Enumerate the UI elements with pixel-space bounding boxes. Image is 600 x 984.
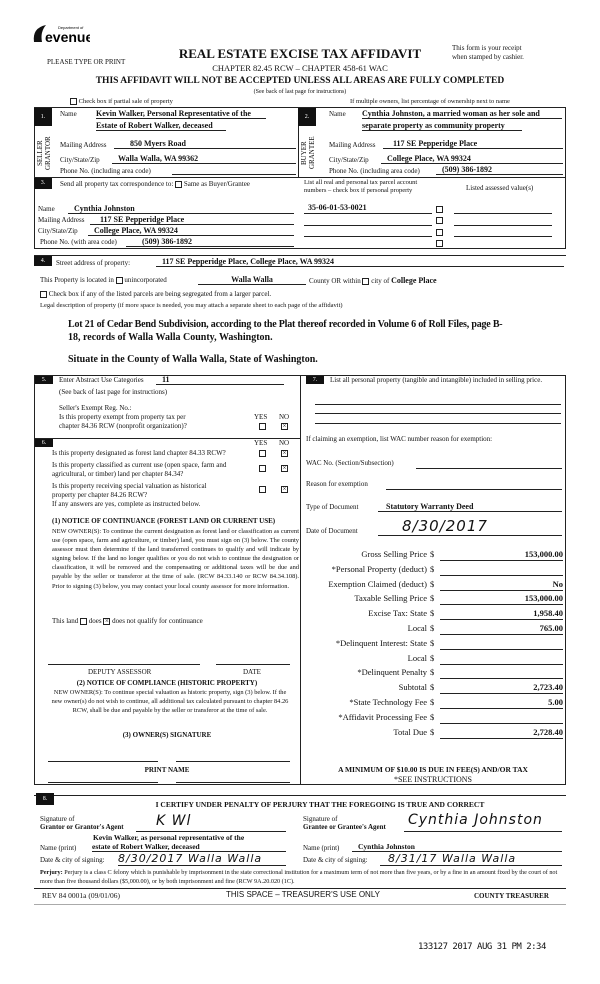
qualify-line [52,617,203,625]
tax-row-value[interactable] [440,712,563,724]
personal-property-checkbox[interactable] [436,206,443,213]
grantor-date-city[interactable]: 8/30/2017 Walla Walla [118,853,286,866]
treasurer-stamp: 133127 2017 AUG 31 PM 2:34 [418,942,546,952]
section-number-7: 7. [306,376,324,384]
assessed-value[interactable] [454,203,552,214]
notice-continuance-text: NEW OWNER(S): To continue the current designation as forest land or classification as current use (open space, farm and agriculture, or timber) land, you must sign on (3) below. The county assessor must then determine if the land transferred continues to qualify and will indicate by signing below. If the land no longer qualifies or you do not wish to continue the designation or classification, it will be removed and the compensating or additional taxes will be due and payable by the seller or transferor at the time of sale. (RCW 84.33.140 or RCW 84.34.108). Prior to signing (3) below, you may contact your local county assessor for more information. [52,528,299,590]
tax-row-value[interactable]: 1,958.40 [440,608,563,620]
assessed-value[interactable] [454,215,552,226]
tax-row-label: *Delinquent Interest: State [335,637,427,648]
form-revision: REV 84 0001a (09/01/06) [42,891,120,900]
tax-row-value[interactable] [440,667,563,679]
currency-sign: $ [430,563,435,574]
tax-row-value[interactable]: 2,728.40 [440,727,563,739]
personal-property-checkbox[interactable] [436,217,443,224]
doc-date[interactable]: 8/30/2017 [378,517,562,536]
tax-row-value[interactable]: 153,000.00 [440,593,563,605]
currency-sign: $ [430,608,435,619]
corr-mail[interactable]: 117 SE Pepperidge Place [90,215,294,225]
chapter: CHAPTER 82.45 RCW – CHAPTER 458-61 WAC [212,63,388,73]
unincorporated-label: unincorporated [124,276,167,284]
section-number-4: 4. [34,256,52,266]
currency-sign: $ [430,549,435,559]
seller-name[interactable]: Kevin Walker, Personal Representative of the [96,109,266,119]
county-or [309,276,437,285]
personal-property-checkbox[interactable] [436,229,443,236]
print-name-line-1[interactable] [48,782,158,783]
tax-row-value[interactable]: 5.00 [440,697,563,709]
buyer-mail[interactable]: 117 SE Pepperidge Place [383,139,563,149]
tax-row-label: *Affidavit Processing Fee [338,711,427,722]
tax-row-value[interactable]: 765.00 [440,623,563,635]
tax-row-label: Taxable Selling Price [354,593,427,604]
buyer-grantee-label: BUYER GRANTEE [300,136,316,170]
perjury-label: Perjury: [40,869,63,876]
reason-input[interactable] [386,480,562,490]
seller-city[interactable]: Walla Walla, WA 99362 [112,154,296,164]
tax-row [300,727,565,741]
currency-sign: $ [430,652,435,663]
no-header: NO [279,413,290,421]
tax-row [300,623,565,637]
city-name: College Place [391,276,437,285]
see-instructions: *SEE INSTRUCTIONS [393,775,472,784]
assessor-sign-line[interactable] [48,664,200,665]
notice-continuance-title: (1) NOTICE OF CONTINUANCE (FOREST LAND OR CURRENT USE) [52,517,276,525]
currency-sign: $ [430,578,435,589]
grantor-agent-label: Grantor or Grantor's Agent [40,823,124,831]
send-label: Send all property tax correspondence to: [60,180,174,188]
grantor-print-name: Kevin Walker, as personal representative of the [93,833,245,842]
county[interactable]: Walla Walla [198,275,306,285]
buyer-name[interactable]: Cynthia Johnston, a married woman as her sole and [362,109,562,119]
tax-row-value[interactable]: 153,000.00 [440,549,563,561]
grantee-date-city-label: Date & city of signing: [303,856,368,864]
minimum-due: A MINIMUM OF $10.00 IS DUE IN FEE(S) AND/OR TAX [338,765,528,774]
yes-header: YES [254,413,268,421]
buyer-name-2[interactable]: separate property as community property [362,121,522,131]
seller-grantor-label: SELLER GRANTOR [36,136,52,170]
this-land-label: This land [52,617,79,625]
buyer-mail-label: Mailing Address [329,141,376,149]
corr-mail-label: Mailing Address [38,216,85,224]
tax-row-label: Gross Selling Price [361,549,427,559]
current-use-yes-checkbox[interactable] [259,465,266,472]
grantee-signature[interactable]: Cynthia Johnston [404,810,562,832]
parcel-number[interactable] [304,238,432,249]
does-checkbox[interactable] [80,618,87,625]
buyer-city-label: City/State/Zip [329,156,369,164]
located-label: This Property is located in [40,276,114,284]
tax-row [300,564,565,578]
parcel-number[interactable] [304,215,432,226]
perjury-notice [40,869,565,886]
q-current-use: Is this property classified as current use (open space, farm and [52,461,227,469]
corr-city[interactable]: College Place, WA 99324 [88,226,294,236]
tax-row-label: Exemption Claimed (deduct) [328,578,427,589]
grantor-name-print-label: Name (print) [40,844,77,852]
tax-row-label: *Personal Property (deduct) [331,563,427,574]
grantee-date-city[interactable]: 8/31/17 Walla Walla [380,853,562,866]
assessed-head: Listed assessed value(s) [466,184,534,192]
wac-input[interactable] [416,459,562,469]
print-name-label: PRINT NAME [144,766,190,774]
nonprofit-yes-checkbox[interactable] [259,423,266,430]
current-use-no-checkbox[interactable]: × [282,463,287,472]
corr-phone[interactable]: (509) 386-1892 [126,237,294,247]
seller-phone-label: Phone No. (including area code) [60,167,151,175]
see-back: (See back of last page for instructions) [253,89,347,95]
nonprofit-no-checkbox[interactable]: × [282,421,287,430]
county-treasurer: COUNTY TREASURER [474,892,549,900]
currency-sign: $ [430,593,435,604]
multiple-owners: If multiple owners, list percentage of ownership next to name [350,98,510,105]
personal-property-label: List all personal property (tangible and intangible) included in selling price. [330,376,543,384]
corr-name[interactable]: Cynthia Johnston [68,204,294,214]
buyer-phone-label: Phone No. (including area code) [329,167,420,175]
grantee-agent-label: Grantee or Grantee's Agent [303,823,386,831]
section-number-2: 2. [298,108,316,126]
revenue-logo [30,20,90,48]
currency-sign: $ [430,697,435,707]
section-number-1: 1. [34,108,52,126]
grantee-name-print-label: Name (print) [303,844,340,852]
grantor-sig-label: Signature of [40,815,75,823]
please-type: PLEASE TYPE OR PRINT [47,58,126,66]
tax-row [300,667,565,681]
segregated-checkbox[interactable] [40,291,47,298]
owner-signature-title: (3) OWNER(S) SIGNATURE [122,731,212,739]
seller-mail[interactable]: 850 Myers Road [114,139,296,149]
wac-label: WAC No. (Section/Subsection) [306,459,394,467]
seller-name-2[interactable]: Estate of Robert Walker, deceased [96,121,226,131]
currency-sign: $ [430,667,435,678]
currency-sign: $ [430,623,435,633]
section-number-5: 5. [35,376,53,384]
tax-row-label: Subtotal [398,682,427,693]
legal-description: Lot 21 of Cedar Bend Subdivision, according to the Plat thereof recorded in Volume 6 of Roll Files, page B- [68,319,503,330]
tax-row-label: *State Technology Fee [349,697,427,707]
yes-header-6: YES [254,439,268,447]
tax-row [300,608,565,622]
personal-property-checkbox[interactable] [436,240,443,247]
same-as-buyer-label: Same as Buyer/Grantee [183,180,250,188]
doc-date-label: Date of Document [306,527,358,535]
corr-phone-label: Phone No. (with area code) [40,238,117,246]
grantor-date-city-label: Date & city of signing: [40,856,105,864]
forest-no-checkbox[interactable]: × [282,448,287,457]
tax-row [300,638,565,652]
owner-sign-line-1[interactable] [48,761,158,762]
forest-yes-checkbox[interactable] [259,450,266,457]
city-of-label: city of [371,277,390,285]
tax-row [300,682,565,696]
section-number-8: 8. [36,793,54,805]
receipt-note: This form is your receipt [452,44,522,52]
currency-sign: $ [430,711,435,722]
section-number-3: 3. [34,178,52,189]
segregated [40,290,271,298]
seller-city-label: City/State/Zip [60,156,100,164]
seller-phone[interactable] [172,166,296,175]
q-current-use-2: agricultural, or timber) land per chapter 84.34? [52,470,184,478]
tax-row [300,549,565,563]
buyer-city[interactable]: College Place, WA 99324 [381,154,563,164]
buyer-phone[interactable]: (509) 386-1892 [436,165,563,175]
county-or-label: County OR within [309,277,361,285]
historic-yes-checkbox[interactable] [259,486,266,493]
abstract-category[interactable]: 11 [156,375,284,385]
currency-sign: $ [430,726,435,737]
tax-row [300,579,565,593]
tax-row-label: *Delinquent Penalty [357,667,427,678]
tax-row [300,653,565,667]
seller-name-label: Name [60,110,77,118]
logo-swoosh-icon [30,20,90,48]
tax-calculation [300,549,565,749]
tax-row-label: Total Due [393,726,427,737]
tax-row [300,593,565,607]
does-label: does [88,617,102,625]
doc-type-label: Type of Document [306,503,359,511]
exempt-reg-label: Seller's Exempt Reg. No.: [59,404,132,412]
deputy-assessor: DEPUTY ASSESSOR [88,668,152,676]
does-not-label: does not qualify for continuance [112,617,203,625]
city-checkbox[interactable] [362,278,369,285]
tax-row-value[interactable]: 2,723.40 [440,682,563,694]
legal-label: Legal description of property (if more space is needed, you may attach a separate sheet to each page of the affidavit) [40,302,343,309]
parcel-head-2: numbers – check box if personal property [304,187,413,194]
parcel-number[interactable] [304,226,432,237]
grantor-print-name-2[interactable]: estate of Robert Walker, deceased [92,842,286,852]
send-correspondence [60,180,250,188]
perjury-text: Perjury is a class C felony which is punishable by imprisonment in the state correctional institution for a maximum term of not more than five years, or by a fine in an amount fixed by the court of not more than five thousand dollars ($5,000.00), or by both imprisonment and fine (RCW 9A.20.020 (1C). [40,869,558,885]
svg-text:Department of: Department of [58,25,84,30]
segregated-label: Check box if any of the listed parcels are being segregated from a larger parcel. [48,290,272,298]
historic-no-checkbox[interactable]: × [282,484,287,493]
legal-description-3: Situate in the County of Walla Walla, State of Washington. [68,354,318,365]
certify-statement: I CERTIFY UNDER PENALTY OF PERJURY THAT THE FOREGOING IS TRUE AND CORRECT [155,800,485,809]
assessed-value[interactable] [454,226,552,237]
abstract-label: Enter Abstract Use Categories [59,376,144,384]
assessor-date-line[interactable] [216,664,290,665]
parcel-number[interactable]: 35-06-01-53-0021 [304,203,432,214]
buyer-name-label: Name [329,110,346,118]
if-yes-note: If any answers are yes, complete as instructed below. [52,500,201,508]
print-name-line-2[interactable] [176,782,290,783]
assessed-value[interactable] [454,238,552,249]
q-historic: Is this property receiving special valuation as historical [52,482,207,490]
street-address[interactable]: 117 SE Pepperidge Place, College Place, WA 99324 [156,257,564,267]
notice-historic-title: (2) NOTICE OF COMPLIANCE (HISTORIC PROPERTY) [76,679,258,687]
q-nonprofit: Is this property exempt from property tax per [59,413,186,421]
street-label: Street address of property: [56,259,131,267]
form-title: REAL ESTATE EXCISE TAX AFFIDAVIT [178,46,422,61]
unincorporated-checkbox[interactable] [116,277,123,284]
does-not-checkbox[interactable]: × [104,616,109,625]
partial-sale-label: Check box if partial sale of property [78,98,173,105]
parcel-head: List all real and personal tax parcel account [304,179,418,186]
personal-property-line-1[interactable] [315,404,561,405]
personal-property-line-3[interactable] [315,423,561,424]
tax-row-label: Local [407,652,427,663]
notice-historic-text: NEW OWNER(S): To continue special valuation as historic property, sign (3) below. If the new owner(s) do not wish to continue, all additional tax calculated pursuant to chapter 84.26 RCW, shall be due and payable by the seller or transferor at the time of sale. [51,689,289,714]
q-forest: Is this property designated as forest land chapter 84.33 RCW? [52,449,226,457]
currency-sign: $ [430,682,435,693]
tax-row [300,712,565,726]
tax-row-value[interactable] [440,653,563,665]
grantor-signature[interactable]: K Wl [136,812,286,832]
receipt-note-2: when stamped by cashier. [452,53,524,61]
tax-row [300,697,565,711]
legal-description-2: 18, records of Walla Walla County, Washington. [68,332,273,343]
located-line [40,276,167,284]
abstract-see: (See back of last page for instructions) [59,388,168,396]
treasurer-use: THIS SPACE – TREASURER'S USE ONLY [226,890,381,899]
personal-property-line-2[interactable] [315,413,561,414]
currency-sign: $ [430,637,435,648]
section-number-6: 6. [35,439,53,447]
reason-label: Reason for exemption [306,480,368,488]
seller-mail-label: Mailing Address [60,141,107,149]
doc-type[interactable]: Statutory Warranty Deed [378,502,562,512]
grantee-print-name[interactable]: Cynthia Johnston [352,842,562,852]
no-header-6: NO [279,439,290,447]
corr-city-label: City/State/Zip [38,227,78,235]
svg-text:evenue: evenue [45,29,90,45]
assessor-date: DATE [243,668,261,676]
tax-row-value[interactable] [440,564,563,576]
grantee-sig-label: Signature of [303,815,338,823]
exemption-label: If claiming an exemption, list WAC number reason for exemption: [306,435,493,443]
tax-row-value[interactable]: No [440,579,563,591]
q-nonprofit-2: chapter 84.36 RCW (nonprofit organization)? [59,422,187,430]
tax-row-label: Excise Tax: State [368,608,427,619]
warning: THIS AFFIDAVIT WILL NOT BE ACCEPTED UNLESS ALL AREAS ARE FULLY COMPLETED [95,76,505,86]
owner-sign-line-2[interactable] [176,761,290,762]
corr-name-label: Name [38,205,55,213]
same-as-buyer-checkbox[interactable] [175,181,182,188]
tax-row-label: Local [407,623,427,633]
tax-row-value[interactable] [440,638,563,650]
partial-sale [70,98,173,105]
partial-sale-checkbox[interactable] [70,98,77,105]
q-historic-2: property per chapter 84.26 RCW? [52,491,148,499]
